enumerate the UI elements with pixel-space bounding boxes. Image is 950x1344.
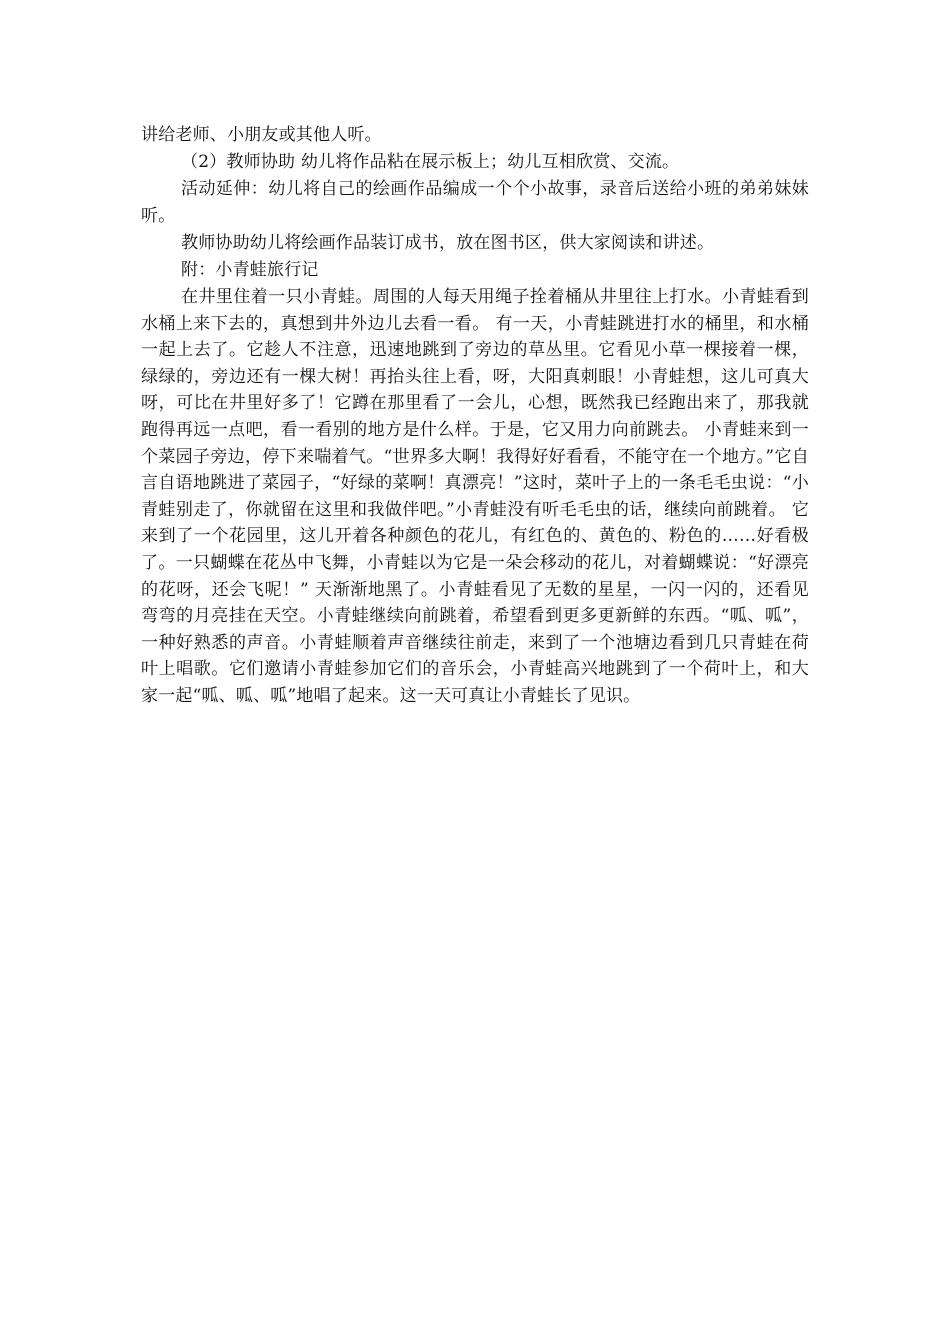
paragraph-activity-extension: 活动延伸：幼儿将自己的绘画作品编成一个个小故事，录音后送给小班的弟弟妹妹听。	[141, 179, 809, 226]
paragraph-continuation: 讲给老师、小朋友或其他人听。	[141, 125, 382, 145]
story-paragraph: 在井里住着一只小青蛙。周围的人每天用绳子拴着桶从井里往上打水。小青蛙看到水桶上来下去的，真想到井外边儿去看一看。 有一天，小青蛙跳进打水的桶里，和水桶一起上去了。它趁人不注意，迅速地跳到了旁边的草丛里。它看见小草一棵接着一棵，绿绿的，旁边还有一棵大树！再抬头往上看，呀，大阳真刺眼！小青蛙想，这儿可真大呀，可比在井里好多了！它蹲在那里看了一会儿，心想，既然我已经跑出来了，那我就跑得再远一点吧，看一看别的地方是什么样。于是，它又用力向前跳去。 小青蛙来到一个菜园子旁边，停下来喘着气。“世界多大啊！我得好好看看，不能守在一个地方。”它自言自语地跳进了菜园子，“好绿的菜啊！真漂亮！”这时，菜叶子上的一条毛毛虫说：“小青蛙别走了，你就留在这里和我做伴吧。”小青蛙没有听毛毛虫的话，继续向前跳着。 它来到了一个花园里，这儿开着各种颜色的花儿，有红色的、黄色的、粉色的……好看极了。一只蝴蝶在花丛中飞舞，小青蛙以为它是一朵会移动的花儿，对着蝴蝶说：“好漂亮的花呀，还会飞呢！” 天渐渐地黑了。小青蛙看见了无数的星星，一闪一闪的，还看见弯弯的月亮挂在天空。小青蛙继续向前跳着，希望看到更多更新鲜的东西。“呱、呱”，一种好熟悉的声音。小青蛙顺着声音继续往前走，来到了一个池塘边看到几只青蛙在荷叶上唱歌。它们邀请小青蛙参加它们的音乐会，小青蛙高兴地跳到了一个荷叶上，和大家一起“呱、呱、呱”地唱了起来。这一天可真让小青蛙长了见识。	[141, 287, 809, 706]
paragraph-step-2: （2）教师协助 幼儿将作品粘在展示板上；幼儿互相欣赏、交流。	[181, 152, 680, 172]
paragraph-book-binding: 教师协助幼儿将绘画作品装订成书，放在图书区，供大家阅读和讲述。	[181, 233, 715, 253]
appendix-heading: 附：小青蛙旅行记	[181, 260, 319, 280]
document-body	[141, 122, 809, 710]
